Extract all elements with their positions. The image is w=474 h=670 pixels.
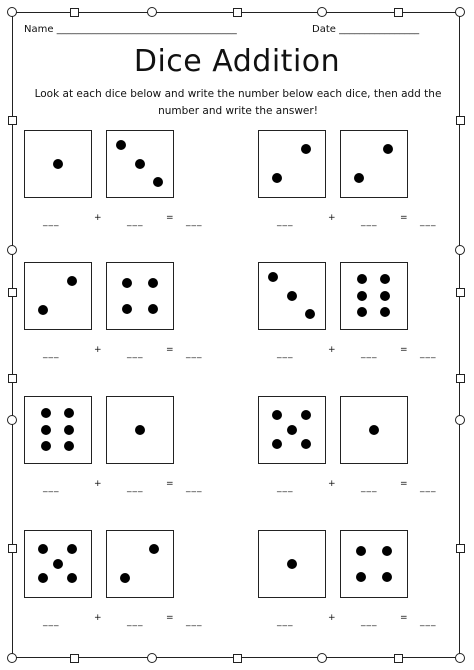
dice-pip: [369, 425, 379, 435]
first-die: [24, 262, 92, 330]
dice-pip: [272, 173, 282, 183]
dice-pip: [64, 425, 74, 435]
border-circle-ornament: [147, 653, 157, 663]
second-die: [340, 530, 408, 598]
second-die: [340, 396, 408, 464]
border-square-ornament: [8, 544, 17, 553]
equals-sign: =: [400, 479, 408, 489]
second-die: [106, 530, 174, 598]
dice-pip: [380, 291, 390, 301]
plus-sign: +: [94, 479, 102, 489]
dice-pip: [380, 307, 390, 317]
dice-pip: [357, 274, 367, 284]
plus-sign: +: [94, 613, 102, 623]
dice-pip: [380, 274, 390, 284]
border-square-ornament: [70, 654, 79, 663]
dice-pip: [153, 177, 163, 187]
border-circle-ornament: [455, 245, 465, 255]
dice-pip: [301, 439, 311, 449]
dice-pip: [38, 573, 48, 583]
border-circle-ornament: [455, 653, 465, 663]
second-answer-blank[interactable]: ___: [127, 483, 144, 493]
sum-answer-blank[interactable]: ___: [186, 217, 203, 227]
dice-pip: [287, 291, 297, 301]
border-square-ornament: [456, 288, 465, 297]
dice-pip: [383, 144, 393, 154]
first-die: [24, 530, 92, 598]
equals-sign: =: [400, 613, 408, 623]
date-blank[interactable]: ________________: [339, 24, 420, 35]
dice-pip: [53, 559, 63, 569]
second-die: [340, 262, 408, 330]
dice-pip: [135, 159, 145, 169]
dice-pip: [148, 278, 158, 288]
sum-answer-blank[interactable]: ___: [420, 349, 437, 359]
plus-sign: +: [328, 213, 336, 223]
second-die: [340, 130, 408, 198]
border-square-ornament: [456, 544, 465, 553]
border-square-ornament: [8, 116, 17, 125]
equals-sign: =: [166, 213, 174, 223]
instructions-text: Look at each dice below and write the number below each dice, then add the number and write the answer!: [34, 88, 442, 117]
border-circle-ornament: [455, 7, 465, 17]
dice-pip: [116, 140, 126, 150]
border-square-ornament: [456, 116, 465, 125]
dice-pip: [64, 441, 74, 451]
dice-pip: [268, 272, 278, 282]
dice-pip: [67, 276, 77, 286]
dice-pip: [149, 544, 159, 554]
dice-pip: [38, 544, 48, 554]
sum-answer-blank[interactable]: ___: [186, 617, 203, 627]
border-circle-ornament: [147, 7, 157, 17]
dice-pip: [148, 304, 158, 314]
dice-pip: [287, 425, 297, 435]
second-die: [106, 396, 174, 464]
first-die: [258, 396, 326, 464]
border-circle-ornament: [7, 245, 17, 255]
dice-pip: [67, 544, 77, 554]
first-die: [258, 530, 326, 598]
border-circle-ornament: [7, 653, 17, 663]
second-answer-blank[interactable]: ___: [127, 617, 144, 627]
first-answer-blank[interactable]: ___: [43, 617, 60, 627]
dice-pip: [41, 441, 51, 451]
plus-sign: +: [328, 479, 336, 489]
dice-pip: [382, 572, 392, 582]
dice-pip: [356, 546, 366, 556]
dice-pip: [122, 304, 132, 314]
dice-pip: [135, 425, 145, 435]
second-answer-blank[interactable]: ___: [127, 349, 144, 359]
first-answer-blank[interactable]: ___: [43, 483, 60, 493]
plus-sign: +: [94, 213, 102, 223]
dice-pip: [301, 410, 311, 420]
second-answer-blank[interactable]: ___: [361, 483, 378, 493]
border-square-ornament: [8, 288, 17, 297]
dice-pip: [357, 291, 367, 301]
second-die: [106, 262, 174, 330]
name-blank[interactable]: ____________________________________: [56, 24, 237, 35]
first-answer-blank[interactable]: ___: [43, 217, 60, 227]
second-answer-blank[interactable]: ___: [361, 349, 378, 359]
border-square-ornament: [456, 374, 465, 383]
sum-answer-blank[interactable]: ___: [186, 483, 203, 493]
page-title: Dice Addition: [133, 44, 341, 79]
first-answer-blank[interactable]: ___: [277, 483, 294, 493]
dice-pip: [287, 559, 297, 569]
dice-pip: [272, 439, 282, 449]
dice-pip: [301, 144, 311, 154]
border-square-ornament: [233, 8, 242, 17]
date-label: Date: [312, 24, 336, 35]
dice-pip: [272, 410, 282, 420]
plus-sign: +: [328, 613, 336, 623]
sum-answer-blank[interactable]: ___: [420, 617, 437, 627]
dice-pip: [356, 572, 366, 582]
equals-sign: =: [166, 479, 174, 489]
border-square-ornament: [394, 654, 403, 663]
first-die: [258, 262, 326, 330]
equals-sign: =: [400, 213, 408, 223]
second-die: [106, 130, 174, 198]
plus-sign: +: [94, 345, 102, 355]
first-answer-blank[interactable]: ___: [277, 617, 294, 627]
border-square-ornament: [70, 8, 79, 17]
first-answer-blank[interactable]: ___: [277, 349, 294, 359]
date-field[interactable]: [312, 24, 419, 35]
dice-pip: [67, 573, 77, 583]
first-die: [258, 130, 326, 198]
border-circle-ornament: [7, 7, 17, 17]
border-square-ornament: [394, 8, 403, 17]
dice-pip: [122, 278, 132, 288]
first-die: [24, 130, 92, 198]
dice-pip: [305, 309, 315, 319]
dice-pip: [382, 546, 392, 556]
border-circle-ornament: [7, 415, 17, 425]
sum-answer-blank[interactable]: ___: [186, 349, 203, 359]
equals-sign: =: [166, 345, 174, 355]
border-square-ornament: [8, 374, 17, 383]
dice-pip: [41, 408, 51, 418]
second-answer-blank[interactable]: ___: [361, 617, 378, 627]
border-circle-ornament: [317, 653, 327, 663]
sum-answer-blank[interactable]: ___: [420, 483, 437, 493]
dice-pip: [38, 305, 48, 315]
dice-pip: [41, 425, 51, 435]
border-circle-ornament: [455, 415, 465, 425]
first-die: [24, 396, 92, 464]
border-square-ornament: [233, 654, 242, 663]
second-answer-blank[interactable]: ___: [361, 217, 378, 227]
dice-pip: [357, 307, 367, 317]
plus-sign: +: [328, 345, 336, 355]
dice-pip: [53, 159, 63, 169]
dice-pip: [64, 408, 74, 418]
border-circle-ornament: [317, 7, 327, 17]
name-label: Name: [24, 24, 54, 35]
second-answer-blank[interactable]: ___: [127, 217, 144, 227]
sum-answer-blank[interactable]: ___: [420, 217, 437, 227]
first-answer-blank[interactable]: ___: [277, 217, 294, 227]
name-field[interactable]: [24, 24, 237, 35]
dice-pip: [354, 173, 364, 183]
equals-sign: =: [400, 345, 408, 355]
dice-pip: [120, 573, 130, 583]
equals-sign: =: [166, 613, 174, 623]
first-answer-blank[interactable]: ___: [43, 349, 60, 359]
